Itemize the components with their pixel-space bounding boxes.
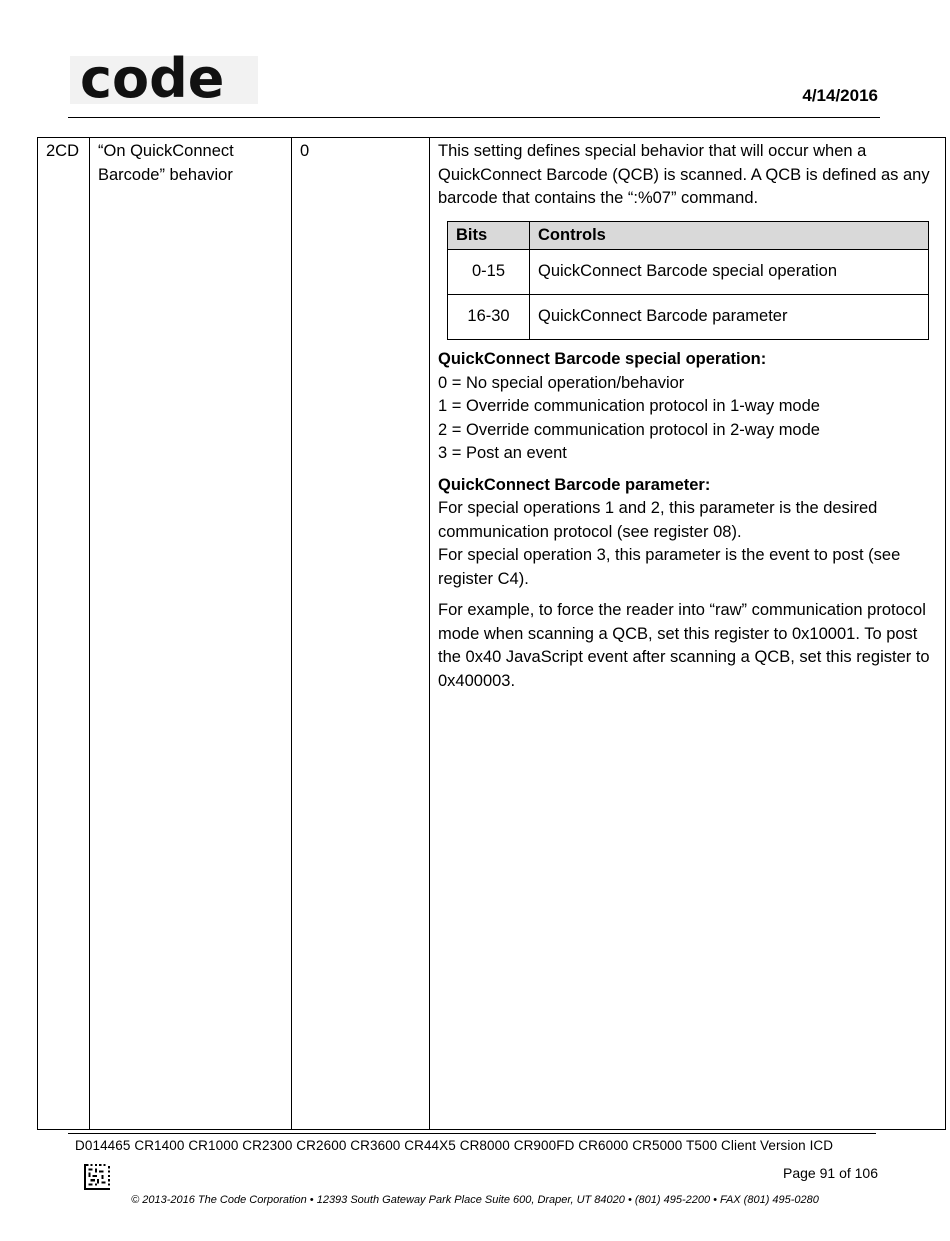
special-op-item: 2 = Override communication protocol in 2-way mode: [438, 420, 820, 439]
table-row: [448, 295, 929, 340]
register-cell: [38, 138, 90, 1129]
name-cell: [90, 138, 292, 1129]
special-ops-heading: QuickConnect Barcode special operation:: [438, 350, 767, 368]
bits-cell: 16-30: [448, 295, 530, 340]
bits-table: [447, 221, 929, 341]
default-cell: [292, 138, 430, 1129]
datamatrix-code-icon: [84, 1164, 110, 1190]
register-table: [37, 137, 946, 1130]
header-divider: [68, 117, 880, 118]
copyright-line: © 2013-2016 The Code Corporation • 12393 South Gateway Park Place Suite 600, Draper, UT 84020 • (801) 495-2200 • FAX (801) 495-0280: [131, 1194, 819, 1206]
footer-divider: [68, 1133, 876, 1134]
description: [430, 138, 945, 693]
default-value: 0: [300, 142, 310, 160]
example-text: For example, to force the reader into “raw” communication protocol mode when scanning a QCB, set this register to 0x10001. To post the 0x40 JavaScript event after scanning a QCB, set this register to 0x400003.: [438, 601, 930, 690]
register-id: 2CD: [46, 142, 80, 160]
param-text-1: For special operations 1 and 2, this parameter is the desired communication protocol (see register 08).: [438, 499, 878, 541]
table-row: [448, 250, 929, 295]
param-text-2: For special operation 3, this parameter is the event to post (see register C4).: [438, 546, 901, 588]
page-number: Page 91 of 106: [783, 1165, 878, 1181]
description-cell: [430, 138, 945, 1129]
footer-doc-id: D014465 CR1400 CR1000 CR2300 CR2600 CR3600 CR44X5 CR8000 CR900FD CR6000 CR5000 T500 Client Version ICD: [75, 1138, 834, 1153]
param-section: [438, 474, 937, 592]
register-name-line2: Barcode” behavior: [98, 165, 233, 184]
register-name-line1: “On QuickConnect: [98, 142, 234, 160]
logo-text: code: [80, 47, 225, 110]
controls-cell: QuickConnect Barcode special operation: [530, 250, 929, 295]
special-op-item: 3 = Post an event: [438, 444, 567, 462]
controls-header: Controls: [530, 221, 929, 250]
param-heading: QuickConnect Barcode parameter:: [438, 475, 711, 494]
bits-header: Bits: [448, 221, 530, 250]
controls-cell: QuickConnect Barcode parameter: [530, 295, 929, 340]
register-name: [90, 138, 291, 189]
bits-cell: 0-15: [448, 250, 530, 295]
header-date: 4/14/2016: [802, 86, 878, 105]
special-op-item: 0 = No special operation/behavior: [438, 373, 685, 392]
special-op-item: 1 = Override communication protocol in 1-way mode: [438, 397, 820, 415]
special-ops-section: [438, 348, 937, 466]
intro-text: This setting defines special behavior that will occur when a QuickConnect Barcode (QCB) is scanned. A QCB is defined as any barcode that contains the “:%07” command.: [438, 142, 930, 207]
